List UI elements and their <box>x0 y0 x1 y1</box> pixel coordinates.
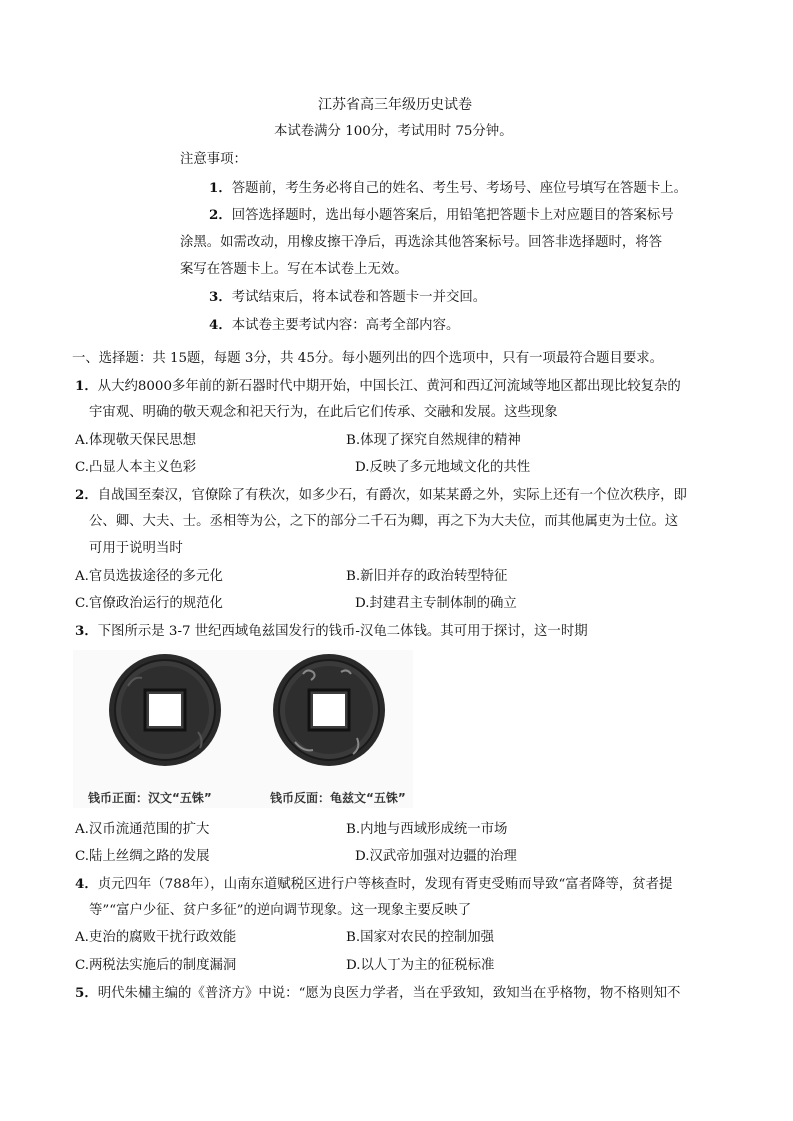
coin-back-caption: 钱币反面：龟兹文“五铢” <box>270 791 406 805</box>
note-1 <box>209 179 687 198</box>
question-4-line-2: 等”“富户少征、贫户多征”的逆向调节现象。这一现象主要反映了 <box>89 903 472 918</box>
note-number: 2． <box>209 207 232 223</box>
q4-option-a[interactable]: A.吏治的腐败干扰行政效能 <box>75 930 237 945</box>
question-stem: 贞元四年（788年），山南东道赋税区进行户等核查时，发现有胥吏受贿而导致“富者降等，贫者提 <box>97 877 673 892</box>
question-stem: 明代朱橚主编的《普济方》中说：“愿为良医力学者，当在乎致知，致知当在乎格物，物不格则知不 <box>97 986 681 1001</box>
section-heading: 一、选择题：共 15题，每题 3分，共 45分。每小题列出的四个选项中，只有一项最符合题目要求。 <box>72 351 663 366</box>
question-1 <box>75 377 681 396</box>
question-stem: 下图所示是 3-7 世纪西域龟兹国发行的钱币-汉龟二体钱。其可用于探讨，这一时期 <box>97 624 588 639</box>
question-stem: 从大约8000多年前的新石器时代中期开始，中国长江、黄河和西辽河流域等地区都出现比较复杂的 <box>97 379 681 394</box>
q2-option-c[interactable]: C.官僚政治运行的规范化 <box>75 596 223 611</box>
note-text: 本试卷主要考试内容：高考全部内容。 <box>231 318 460 333</box>
note-2-line-3: 案写在答题卡上。写在本试卷上无效。 <box>180 262 408 277</box>
question-4 <box>75 875 672 894</box>
q2-option-a[interactable]: A.官员选拔途径的多元化 <box>75 569 223 584</box>
question-stem: 自战国至秦汉，官僚除了有秩次，如多少石，有爵次，如某某爵之外，实际上还有一个位次秩序，即 <box>97 488 687 503</box>
q1-option-b[interactable]: B.体现了探究自然规律的精神 <box>346 433 521 448</box>
q4-option-c[interactable]: C.两税法实施后的制度漏洞 <box>75 958 237 973</box>
question-1-line-2: 宇宙观、明确的敬天观念和祀天行为，在此后它们传承、交融和发展。这些现象 <box>89 405 558 420</box>
coin-back-image <box>273 654 385 766</box>
q3-option-d[interactable]: D.汉武帝加强对边疆的治理 <box>355 849 517 864</box>
coin-front-image <box>109 654 221 766</box>
note-2-line-2: 涂黑。如需改动，用橡皮擦干净后，再选涂其他答案标号。回答非选择题时，将答 <box>180 235 663 250</box>
note-2 <box>209 206 674 225</box>
question-number: 4． <box>75 876 98 892</box>
q3-option-c[interactable]: C.陆上丝绸之路的发展 <box>75 849 210 864</box>
notes-heading: 注意事项： <box>180 152 247 167</box>
question-2-line-3: 可用于说明当时 <box>89 541 183 556</box>
q1-option-a[interactable]: A.体现敬天保民思想 <box>75 433 197 448</box>
question-5 <box>75 984 680 1003</box>
note-number: 1． <box>209 180 232 196</box>
question-2 <box>75 486 687 505</box>
note-3 <box>209 288 486 307</box>
q1-option-d[interactable]: D.反映了多元地域文化的共性 <box>355 460 531 475</box>
question-number: 2． <box>75 487 98 503</box>
question-2-line-2: 公、卿、大夫、士。丞相等为公，之下的部分二千石为卿，再之下为大夫位，而其他属吏为士位。这 <box>89 514 679 529</box>
note-text: 回答选择题时，选出每小题答案后，用铅笔把答题卡上对应题目的答案标号 <box>231 208 674 223</box>
coin-figure <box>73 650 413 808</box>
q4-option-d[interactable]: D.以人丁为主的征税标准 <box>346 958 495 973</box>
q3-option-a[interactable]: A.汉币流通范围的扩大 <box>75 822 210 837</box>
note-4 <box>209 316 459 335</box>
question-number: 3． <box>75 623 98 639</box>
note-number: 4． <box>209 317 232 333</box>
note-text: 考试结束后，将本试卷和答题卡一并交回。 <box>231 290 487 305</box>
question-number: 5． <box>75 985 98 1001</box>
question-number: 1． <box>75 378 98 394</box>
exam-subtitle: 本试卷满分 100分，考试用时 75分钟。 <box>274 124 513 139</box>
exam-title: 江苏省高三年级历史试卷 <box>318 97 472 113</box>
question-3 <box>75 622 588 641</box>
coin-front-caption: 钱币正面：汉文“五铢” <box>88 791 212 805</box>
q2-option-d[interactable]: D.封建君主专制体制的确立 <box>355 596 517 611</box>
q3-option-b[interactable]: B.内地与西域形成统一市场 <box>346 822 508 837</box>
note-number: 3． <box>209 289 232 305</box>
q1-option-c[interactable]: C.凸显人本主义色彩 <box>75 460 197 475</box>
q4-option-b[interactable]: B.国家对农民的控制加强 <box>346 930 495 945</box>
q2-option-b[interactable]: B.新旧并存的政治转型特征 <box>346 569 508 584</box>
note-text: 答题前，考生务必将自己的姓名、考生号、考场号、座位号填写在答题卡上。 <box>231 181 687 196</box>
